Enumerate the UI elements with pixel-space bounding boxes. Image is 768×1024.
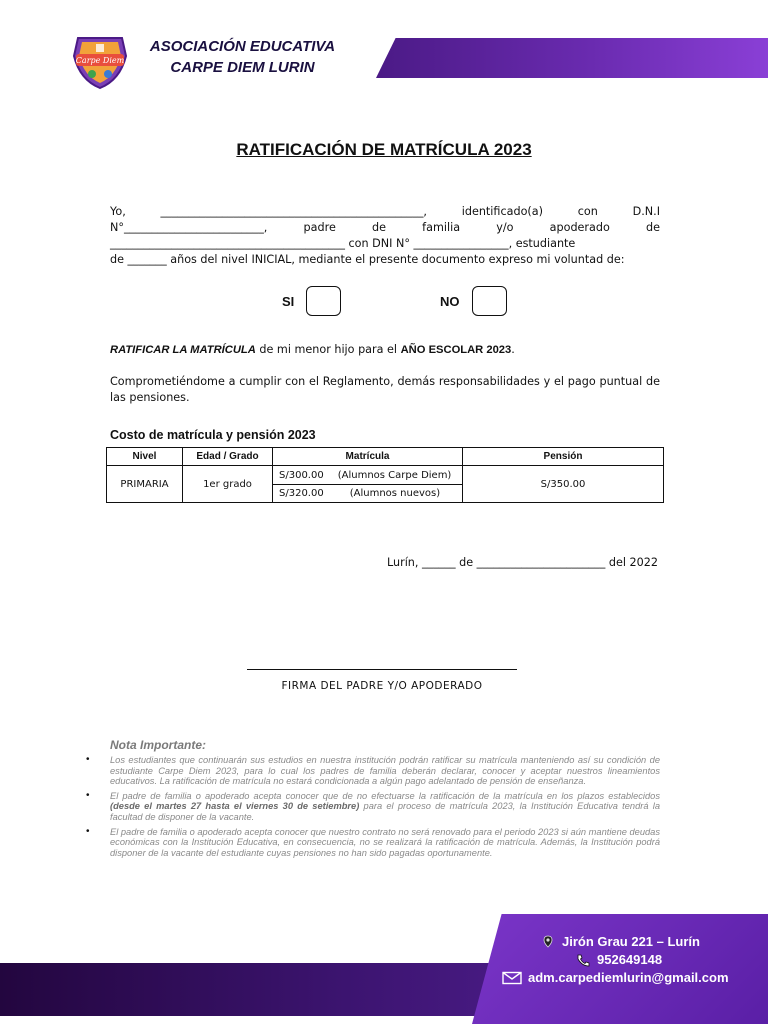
header-purple-band (376, 38, 768, 78)
note-text-2a: El padre de familia o apoderado acepta conocer que de no efectuarse la ratificación de la matrícula en los plazos establecidos (110, 790, 660, 801)
bullet: • (86, 754, 90, 765)
org-line-1: ASOCIACIÓN EDUCATIVA (149, 38, 336, 55)
phone-text[interactable]: 952649148 (597, 952, 663, 967)
footer-phone (575, 952, 662, 967)
choice-no (440, 286, 507, 316)
school-logo (70, 34, 130, 90)
ratify-school-year: AÑO ESCOLAR 2023 (400, 344, 512, 356)
table-row (107, 466, 664, 503)
matricula-option-1 (273, 466, 462, 484)
cost-table (106, 447, 664, 503)
matricula-note-2: (Alumnos nuevos) (349, 488, 441, 499)
matricula-note-1: (Alumnos Carpe Diem) (337, 469, 452, 481)
col-header-matricula: Matrícula (273, 448, 463, 466)
org-line-2: CARPE DIEM LURIN (170, 59, 315, 76)
col-header-pension: Pensión (463, 448, 664, 466)
note-text-3: El padre de familia o apoderado acepta conocer que nuestro contrato no será renovado para el periodo 2023 si aún mantiene deudas económicas con la Institución Educativa, en consecuencia, no se realizará la ratificación de matrícula. Además, la Institución podrá disponer de la vacante del estudiante cuyas pensiones no han sido pagadas oportunamente. (110, 826, 660, 858)
list-item (86, 791, 660, 823)
choice-no-label: NO (440, 293, 460, 309)
footer-email (502, 970, 729, 985)
svg-text:Carpe Diem: Carpe Diem (75, 56, 125, 65)
address-text: Jirón Grau 221 – Lurín (562, 934, 700, 949)
footer-contact-panel (472, 914, 768, 1024)
notes-list (86, 755, 660, 862)
declaration-line-3: __________________________________________ con DNI N° _________________, estudiante (110, 237, 576, 250)
location-icon (540, 935, 556, 949)
matricula-option-2 (273, 484, 462, 502)
declaration-paragraph (110, 204, 660, 268)
col-header-nivel: Nivel (107, 448, 183, 466)
ratify-middle: de mi menor hijo para el (255, 343, 401, 356)
document-title: RATIFICACIÓN DE MATRÍCULA 2023 (236, 140, 532, 159)
footer-address (540, 934, 700, 949)
cell-matricula (273, 466, 463, 503)
phone-icon (575, 953, 591, 967)
bullet: • (86, 825, 90, 837)
declaration-line-4: de _______ años del nivel INICIAL, mediante el presente documento expreso mi voluntad de: (110, 253, 625, 266)
mail-icon (502, 971, 522, 985)
choice-no-checkbox[interactable] (472, 286, 507, 316)
choice-yes-checkbox[interactable] (306, 286, 341, 316)
declaration-line-2: N°_________________________, padre de familia y/o apoderado de (110, 221, 660, 234)
organization-name (140, 36, 345, 78)
page-header (0, 0, 768, 100)
email-text[interactable]: adm.carpediemlurin@gmail.com (528, 970, 729, 985)
date-line: Lurín, ______ de _______________________ del 2022 (386, 556, 658, 569)
ratify-statement (110, 342, 660, 358)
commitment-statement: Comprometiéndome a cumplir con el Reglamento, demás responsabilidades y el pago puntual de las pensiones. (110, 375, 660, 404)
ratify-end: . (511, 343, 515, 356)
cell-pension: S/350.00 (463, 466, 664, 503)
ratify-emphasis: RATIFICAR LA MATRÍCULA (110, 344, 256, 356)
cell-grado: 1er grado (183, 466, 273, 503)
list-item (86, 755, 660, 787)
signature-line (247, 669, 517, 670)
note-text-2-dates: (desde el martes 27 hasta el viernes 30 de setiembre) (110, 801, 360, 812)
cost-table-header-row (107, 448, 664, 466)
list-item (86, 827, 660, 859)
bullet: • (86, 789, 90, 801)
notes-title: Nota Importante: (110, 738, 206, 752)
choice-yes-label: SI (282, 293, 295, 309)
cost-table-title: Costo de matrícula y pensión 2023 (110, 428, 316, 442)
matricula-amount-2: S/320.00 (279, 488, 324, 499)
note-text-1: Los estudiantes que continuarán sus estudios en nuestra institución podrán ratificar su matrícula manteniendo así su condición de estudiante Carpe Diem 2023, para lo cual los padres de familia deberán declarar, conocer y aceptar nuestros lineamientos educativos. La ratificación de matrícula no estará condicionada a algún pago adelantado de pensión de enseñanza. (110, 755, 660, 787)
col-header-grado: Edad / Grado (183, 448, 273, 466)
signature-label: FIRMA DEL PADRE Y/O APODERADO (281, 680, 483, 692)
choice-yes (282, 286, 341, 316)
matricula-amount-1: S/300.00 (279, 469, 324, 481)
note-text-2c: para el proceso de matrícula 2023, la Institución Educativa tendrá la facultad de disponer de la vacante. (110, 801, 660, 822)
cell-nivel: PRIMARIA (107, 466, 183, 503)
declaration-line-1: Yo, _______________________________________________, identificado(a) con D.N.I (110, 205, 660, 218)
